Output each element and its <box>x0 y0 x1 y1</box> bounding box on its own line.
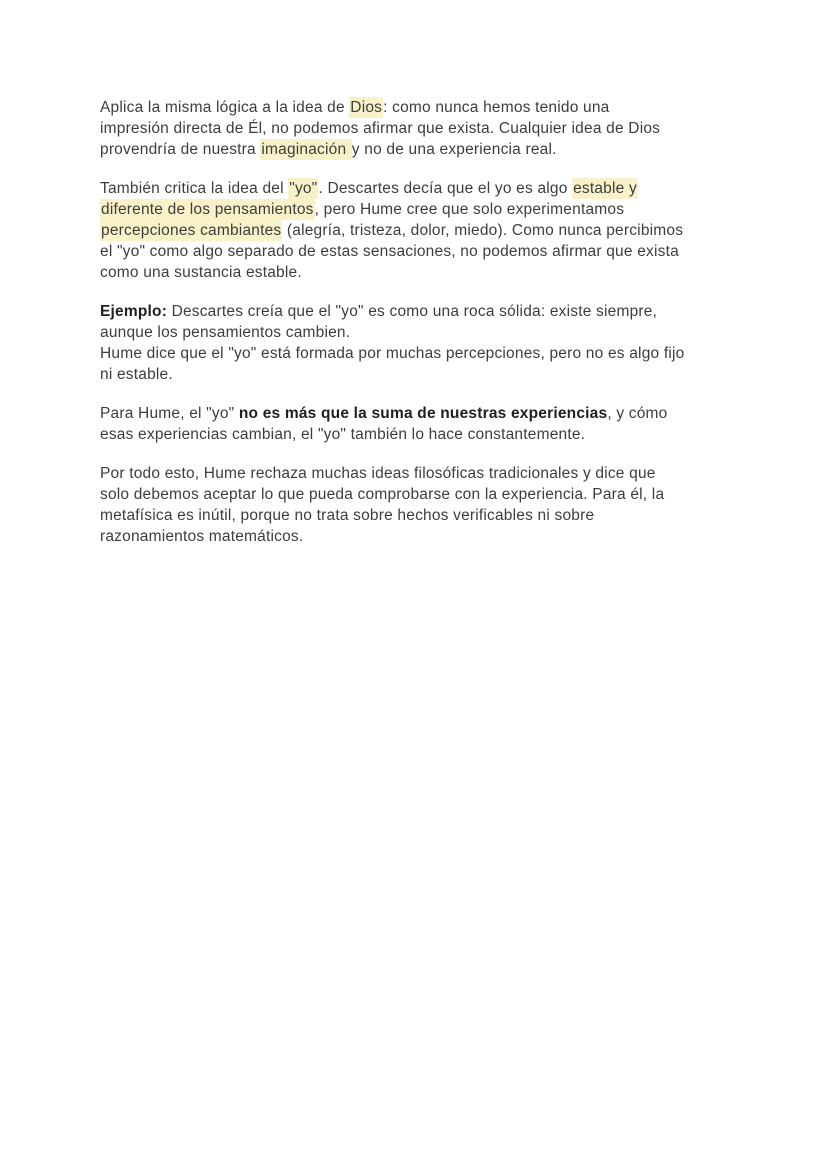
bold-text: no es más que la suma de nuestras experiencias <box>238 405 608 422</box>
highlighted-text: imaginación <box>261 141 351 158</box>
text-segment: (alegría, tristeza, dolor, miedo). Como nunca percibimos <box>282 222 684 239</box>
text-segment: También critica la idea del <box>100 180 289 197</box>
text-segment: esas experiencias cambian, el "yo" también lo hace constantemente. <box>100 426 586 443</box>
text-segment: el "yo" como algo separado de estas sensaciones, no podemos afirmar que exista <box>100 243 679 260</box>
text-segment: aunque los pensamientos cambien. <box>100 324 351 341</box>
paragraph <box>100 403 740 445</box>
paragraph <box>100 301 740 385</box>
text-segment: Para Hume, el "yo" <box>100 405 239 422</box>
document-content <box>100 97 740 565</box>
bold-text: Ejemplo: <box>100 303 168 320</box>
text-segment: impresión directa de Él, no podemos afirmar que exista. Cualquier idea de Dios <box>100 120 661 137</box>
highlighted-text: estable y <box>573 180 637 197</box>
text-segment: Descartes creía que el "yo" es como una roca sólida: existe siempre, <box>167 303 658 320</box>
text-segment: provendría de nuestra <box>100 141 261 158</box>
text-segment: Hume dice que el "yo" está formada por muchas percepciones, pero no es algo fijo <box>100 345 685 362</box>
text-segment: : como nunca hemos tenido una <box>383 99 610 116</box>
text-segment: . Descartes decía que el yo es algo <box>318 180 573 197</box>
text-segment: Aplica la misma lógica a la idea de <box>100 99 350 116</box>
text-segment: y no de una experiencia real. <box>351 141 557 158</box>
text-segment: metafísica es inútil, porque no trata sobre hechos verificables ni sobre <box>100 507 595 524</box>
text-segment: , y cómo <box>607 405 668 422</box>
text-segment: solo debemos aceptar lo que pueda comprobarse con la experiencia. Para él, la <box>100 486 665 503</box>
text-segment: Por todo esto, Hume rechaza muchas ideas filosóficas tradicionales y dice que <box>100 465 656 482</box>
paragraph <box>100 178 740 283</box>
text-segment: como una sustancia estable. <box>100 264 302 281</box>
paragraph <box>100 463 740 547</box>
highlighted-text: diferente de los pensamientos <box>101 201 314 218</box>
highlighted-text: percepciones cambiantes <box>101 222 282 239</box>
text-segment: , pero Hume cree que solo experimentamos <box>314 201 625 218</box>
text-segment: ni estable. <box>100 366 173 383</box>
highlighted-text: "yo" <box>289 180 318 197</box>
paragraph <box>100 97 740 160</box>
highlighted-text: Dios <box>350 99 383 116</box>
text-segment: razonamientos matemáticos. <box>100 528 304 545</box>
